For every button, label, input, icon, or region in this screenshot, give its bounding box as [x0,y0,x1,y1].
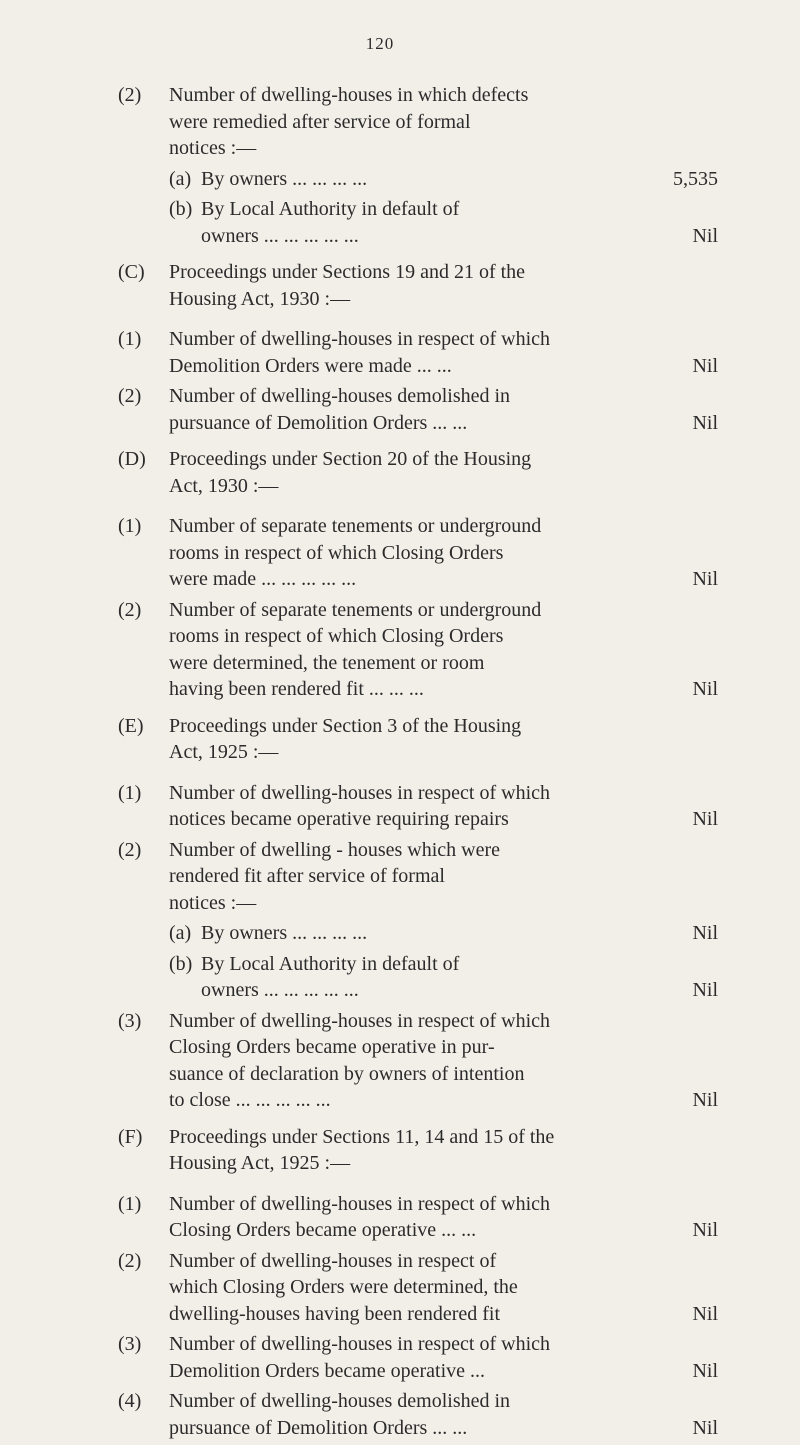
row-value: 5,535 [673,167,718,190]
line-text: Number of dwelling-houses in respect of which [169,1192,551,1215]
item-row [118,383,718,436]
line-text: Housing Act, 1930 :— [169,287,351,310]
line-text: rendered fit after service of formal [169,865,445,887]
line-text: rooms in respect of which Closing Orders [169,541,504,564]
line-text: Number of dwelling-houses in which defects [169,84,529,106]
item-row [118,1191,718,1244]
line-text: suance of declaration by owners of intention [169,1062,525,1085]
sub-item-row [118,951,718,1004]
line-text: to close ... ... ... ... ... [169,1089,331,1111]
line-text: Number of dwelling-houses in respect of which [169,781,551,804]
line-text: By Local Authority in default of [201,198,460,220]
item-row [118,780,718,833]
line-text: Act, 1925 :— [169,741,279,763]
line-text: Number of dwelling-houses in respect of [169,1249,497,1272]
sub-item-row [118,166,718,193]
row-label: (b) [169,198,193,220]
line-text: notices :— [169,891,257,914]
row-label: (4) [118,1390,142,1412]
row-text [118,1191,633,1244]
row-text [118,82,633,162]
row-value: Nil [692,1302,718,1325]
row-label: (D) [118,448,146,470]
line-text: By owners ... ... ... ... [201,167,368,190]
line-text: Number of dwelling-houses in respect of which [169,1009,551,1032]
line-text: Number of separate tenements or underground [169,515,542,537]
sub-item-row [118,196,718,249]
line-text: notices :— [169,137,257,159]
line-text: By Local Authority in default of [201,952,460,975]
row-text [118,166,633,193]
row-value: Nil [692,568,718,590]
line-text: Closing Orders became operative ... ... [169,1219,477,1241]
row-text [118,780,633,833]
row-label: (a) [169,167,192,190]
sub-item-row [118,920,718,947]
row-value: Nil [692,1089,718,1111]
row-value: Nil [692,922,718,944]
row-text [118,1008,633,1114]
row-label: (2) [118,1249,142,1272]
row-text [118,837,633,917]
row-value: Nil [692,224,718,247]
line-text: Number of dwelling-houses in respect of which [169,1333,551,1355]
row-value: Nil [692,1219,718,1241]
row-label: (1) [118,1192,142,1215]
row-label: (2) [118,598,142,621]
item-row [118,1248,718,1328]
row-value: Nil [692,354,718,377]
line-text: Number of dwelling - houses which were [169,838,501,861]
row-label: (C) [118,261,145,283]
section-heading [118,446,718,499]
row-value: Nil [692,1359,718,1382]
row-text [118,1331,633,1384]
row-text [118,920,633,947]
line-text: dwelling-houses having been rendered fit [169,1302,501,1325]
item-row [118,82,718,162]
line-text: were remedied after service of formal [169,110,471,133]
row-text [118,196,633,249]
line-text: Number of dwelling-houses in respect of which [169,328,551,350]
row-label: (1) [118,781,142,804]
row-label: (a) [169,922,192,944]
item-row [118,1331,718,1384]
line-text: were made ... ... ... ... ... [169,568,357,590]
row-text [118,597,633,703]
row-text [118,513,633,593]
line-text: Demolition Orders became operative ... [169,1359,485,1382]
page-number: 120 [365,34,395,53]
line-text: were determined, the tenement or room [169,651,485,674]
row-label: (3) [118,1333,142,1355]
section-heading [118,1124,718,1177]
row-label: (1) [118,515,142,537]
line-text: Proceedings under Sections 11, 14 and 15 of the [169,1125,555,1148]
line-text: pursuance of Demolition Orders ... ... [169,1416,468,1439]
row-value: Nil [692,411,718,434]
section-heading [118,259,718,312]
line-text: which Closing Orders were determined, the [169,1276,518,1298]
line-text: rooms in respect of which Closing Orders [169,625,504,647]
line-text: Closing Orders became operative in pur- [169,1036,495,1058]
row-text [118,1248,633,1328]
line-text: pursuance of Demolition Orders ... ... [169,411,468,434]
row-label: (b) [169,952,193,975]
row-label: (2) [118,84,142,106]
row-text [118,713,633,766]
line-text: Proceedings under Section 3 of the Housing [169,714,522,737]
document-body [118,82,718,1445]
row-label: (1) [118,328,142,350]
item-row [118,326,718,379]
item-row [118,513,718,593]
line-text: Number of dwelling-houses demolished in [169,1390,511,1412]
line-text: Demolition Orders were made ... ... [169,354,452,377]
line-text: having been rendered fit ... ... ... [169,678,424,700]
row-text [118,951,633,1004]
line-text: owners ... ... ... ... ... [201,979,359,1001]
row-value: Nil [692,808,718,830]
row-text [118,383,633,436]
item-row [118,597,718,703]
row-text [118,1124,633,1177]
item-row [118,1008,718,1114]
row-value: Nil [692,678,718,700]
line-text: notices became operative requiring repairs [169,808,509,830]
row-label: (2) [118,385,142,407]
line-text: Proceedings under Sections 19 and 21 of the [169,261,526,283]
line-text: Housing Act, 1925 :— [169,1152,351,1174]
line-text: By owners ... ... ... ... [201,922,368,944]
row-value: Nil [692,1416,718,1439]
row-text [118,259,633,312]
row-label: (F) [118,1125,143,1148]
line-text: Number of separate tenements or underground [169,598,542,621]
line-text: Proceedings under Section 20 of the Housing [169,448,532,470]
row-label: (E) [118,714,144,737]
row-text [118,446,633,499]
line-text: owners ... ... ... ... ... [201,224,359,247]
row-text [118,1388,633,1441]
item-row [118,837,718,917]
row-text [118,326,633,379]
item-row [118,1388,718,1441]
section-heading [118,713,718,766]
line-text: Act, 1930 :— [169,474,279,497]
row-label: (2) [118,838,142,861]
line-text: Number of dwelling-houses demolished in [169,385,511,407]
row-value: Nil [692,979,718,1001]
row-label: (3) [118,1009,142,1032]
